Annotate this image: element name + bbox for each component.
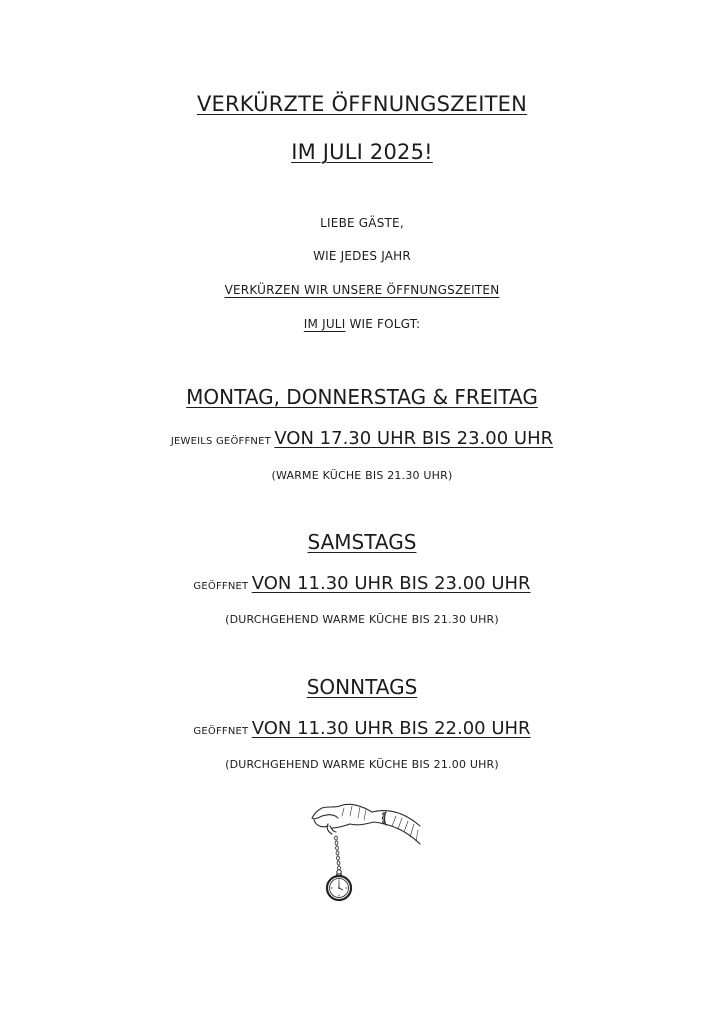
intro-month-underlined: IM JULI <box>303 317 346 331</box>
section-note-sunday: (DURCHGEHEND WARME KÜCHE BIS 21.00 UHR) <box>225 758 499 771</box>
section-hours-mon-thu-fri <box>0 428 724 449</box>
section-heading-saturday: SAMSTAGS <box>307 530 417 554</box>
hand-holding-pocket-watch-icon <box>300 786 426 906</box>
section-hours-saturday <box>0 573 724 594</box>
intro-line-4-rest: WIE FOLGT: <box>345 317 421 331</box>
hours-range: VON 11.30 UHR BIS 23.00 UHR <box>251 573 531 594</box>
section-hours-sunday <box>0 718 724 739</box>
page-title-line-1: VERKÜRZTE ÖFFNUNGSZEITEN <box>196 92 528 116</box>
hours-prefix: JEWEILS GEÖFFNET <box>170 436 275 447</box>
hours-range: VON 17.30 UHR BIS 23.00 UHR <box>274 428 554 449</box>
intro-line-2: WIE JEDES JAHR <box>313 249 411 263</box>
section-heading-sunday: SONNTAGS <box>306 675 418 699</box>
intro-greeting: LIEBE GÄSTE, <box>320 216 404 230</box>
section-note-saturday: (DURCHGEHEND WARME KÜCHE BIS 21.30 UHR) <box>225 613 499 626</box>
intro-line-4 <box>0 317 724 331</box>
section-heading-mon-thu-fri: MONTAG, DONNERSTAG & FREITAG <box>186 385 538 409</box>
section-note-mon-thu-fri: (WARME KÜCHE BIS 21.30 UHR) <box>271 469 453 482</box>
page-title-line-2: IM JULI 2025! <box>291 140 433 164</box>
hours-prefix: GEÖFFNET <box>193 581 252 592</box>
hours-range: VON 11.30 UHR BIS 22.00 UHR <box>251 718 531 739</box>
hours-prefix: GEÖFFNET <box>193 726 252 737</box>
intro-line-3: VERKÜRZEN WIR UNSERE ÖFFNUNGSZEITEN <box>224 283 500 297</box>
